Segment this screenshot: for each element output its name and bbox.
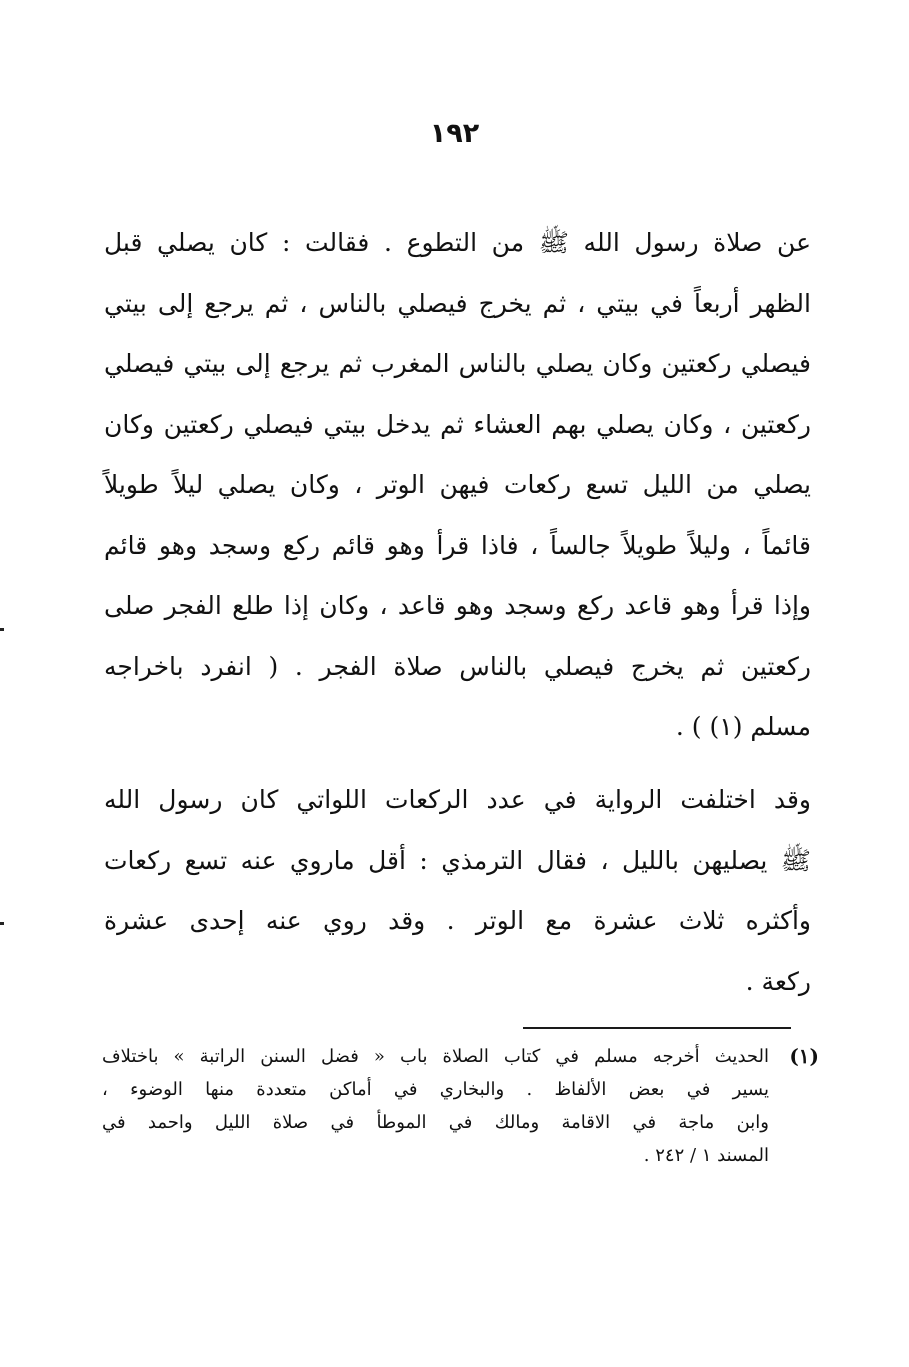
main-paragraph-2 — [104, 770, 811, 1012]
text-line: ركعة . — [745, 966, 811, 996]
text-line: عن صلاة رسول الله ﷺ من التطوع . فقالت : كان يصلي قبل — [104, 228, 811, 257]
text-line: ركعتين ، وكان يصلي بهم العشاء ثم يدخل بيتي فيصلي ركعتين وكان — [104, 409, 811, 439]
text-line: الظهر أربعاً في بيتي ، ثم يخرج فيصلي بالناس ، ثم يرجع إلى بيتي — [104, 288, 811, 318]
footnote-line: الحديث أخرجه مسلم في كتاب الصلاة باب « فضل السنن الراتبة » باختلاف — [102, 1046, 769, 1067]
text-line: قائماً ، وليلاً طويلاً جالساً ، فاذا قرأ وهو قائم ركع وسجد وهو قائم — [104, 530, 811, 560]
scan-margin-mark — [0, 628, 4, 631]
text-line: مسلم (١) ) . — [675, 712, 811, 741]
page-number: ١٩٢ — [429, 118, 480, 149]
footnote-line: يسير في بعض الألفاظ . والبخاري في أماكن متعددة منها الوضوء ، — [102, 1079, 769, 1100]
text-line: وأكثره ثلاث عشرة مع الوتر . وقد روي عنه إحدى عشرة — [104, 906, 811, 935]
footnote-marker: (١) — [789, 1044, 819, 1068]
text-line: يصلي من الليل تسع ركعات فيهن الوتر ، وكان يصلي ليلاً طويلاً — [104, 470, 811, 499]
footnote-separator — [523, 1027, 791, 1029]
text-line: ركعتين ثم يخرج فيصلي بالناس صلاة الفجر . ( انفرد باخراجه — [104, 651, 811, 681]
main-paragraph-1 — [104, 213, 811, 758]
text-line: ﷺ يصليهن بالليل ، فقال الترمذي : أقل ماروي عنه تسع ركعات — [104, 845, 811, 875]
text-line: وقد اختلفت الرواية في عدد الركعات اللواتي كان رسول الله — [104, 785, 811, 814]
footnote-body — [102, 1040, 769, 1172]
scan-margin-mark — [0, 922, 4, 925]
footnote-line: وابن ماجة في الاقامة ومالك في الموطأ في صلاة الليل واحمد في — [102, 1112, 769, 1133]
footnote-line: المسند ١ / ٢٤٢ . — [643, 1145, 769, 1166]
text-line: فيصلي ركعتين وكان يصلي بالناس المغرب ثم يرجع إلى بيتي فيصلي — [104, 349, 811, 378]
text-line: وإذا قرأ وهو قاعد ركع وسجد وهو قاعد ، وكان إذا طلع الفجر صلى — [104, 591, 811, 620]
footnote — [102, 1040, 819, 1172]
